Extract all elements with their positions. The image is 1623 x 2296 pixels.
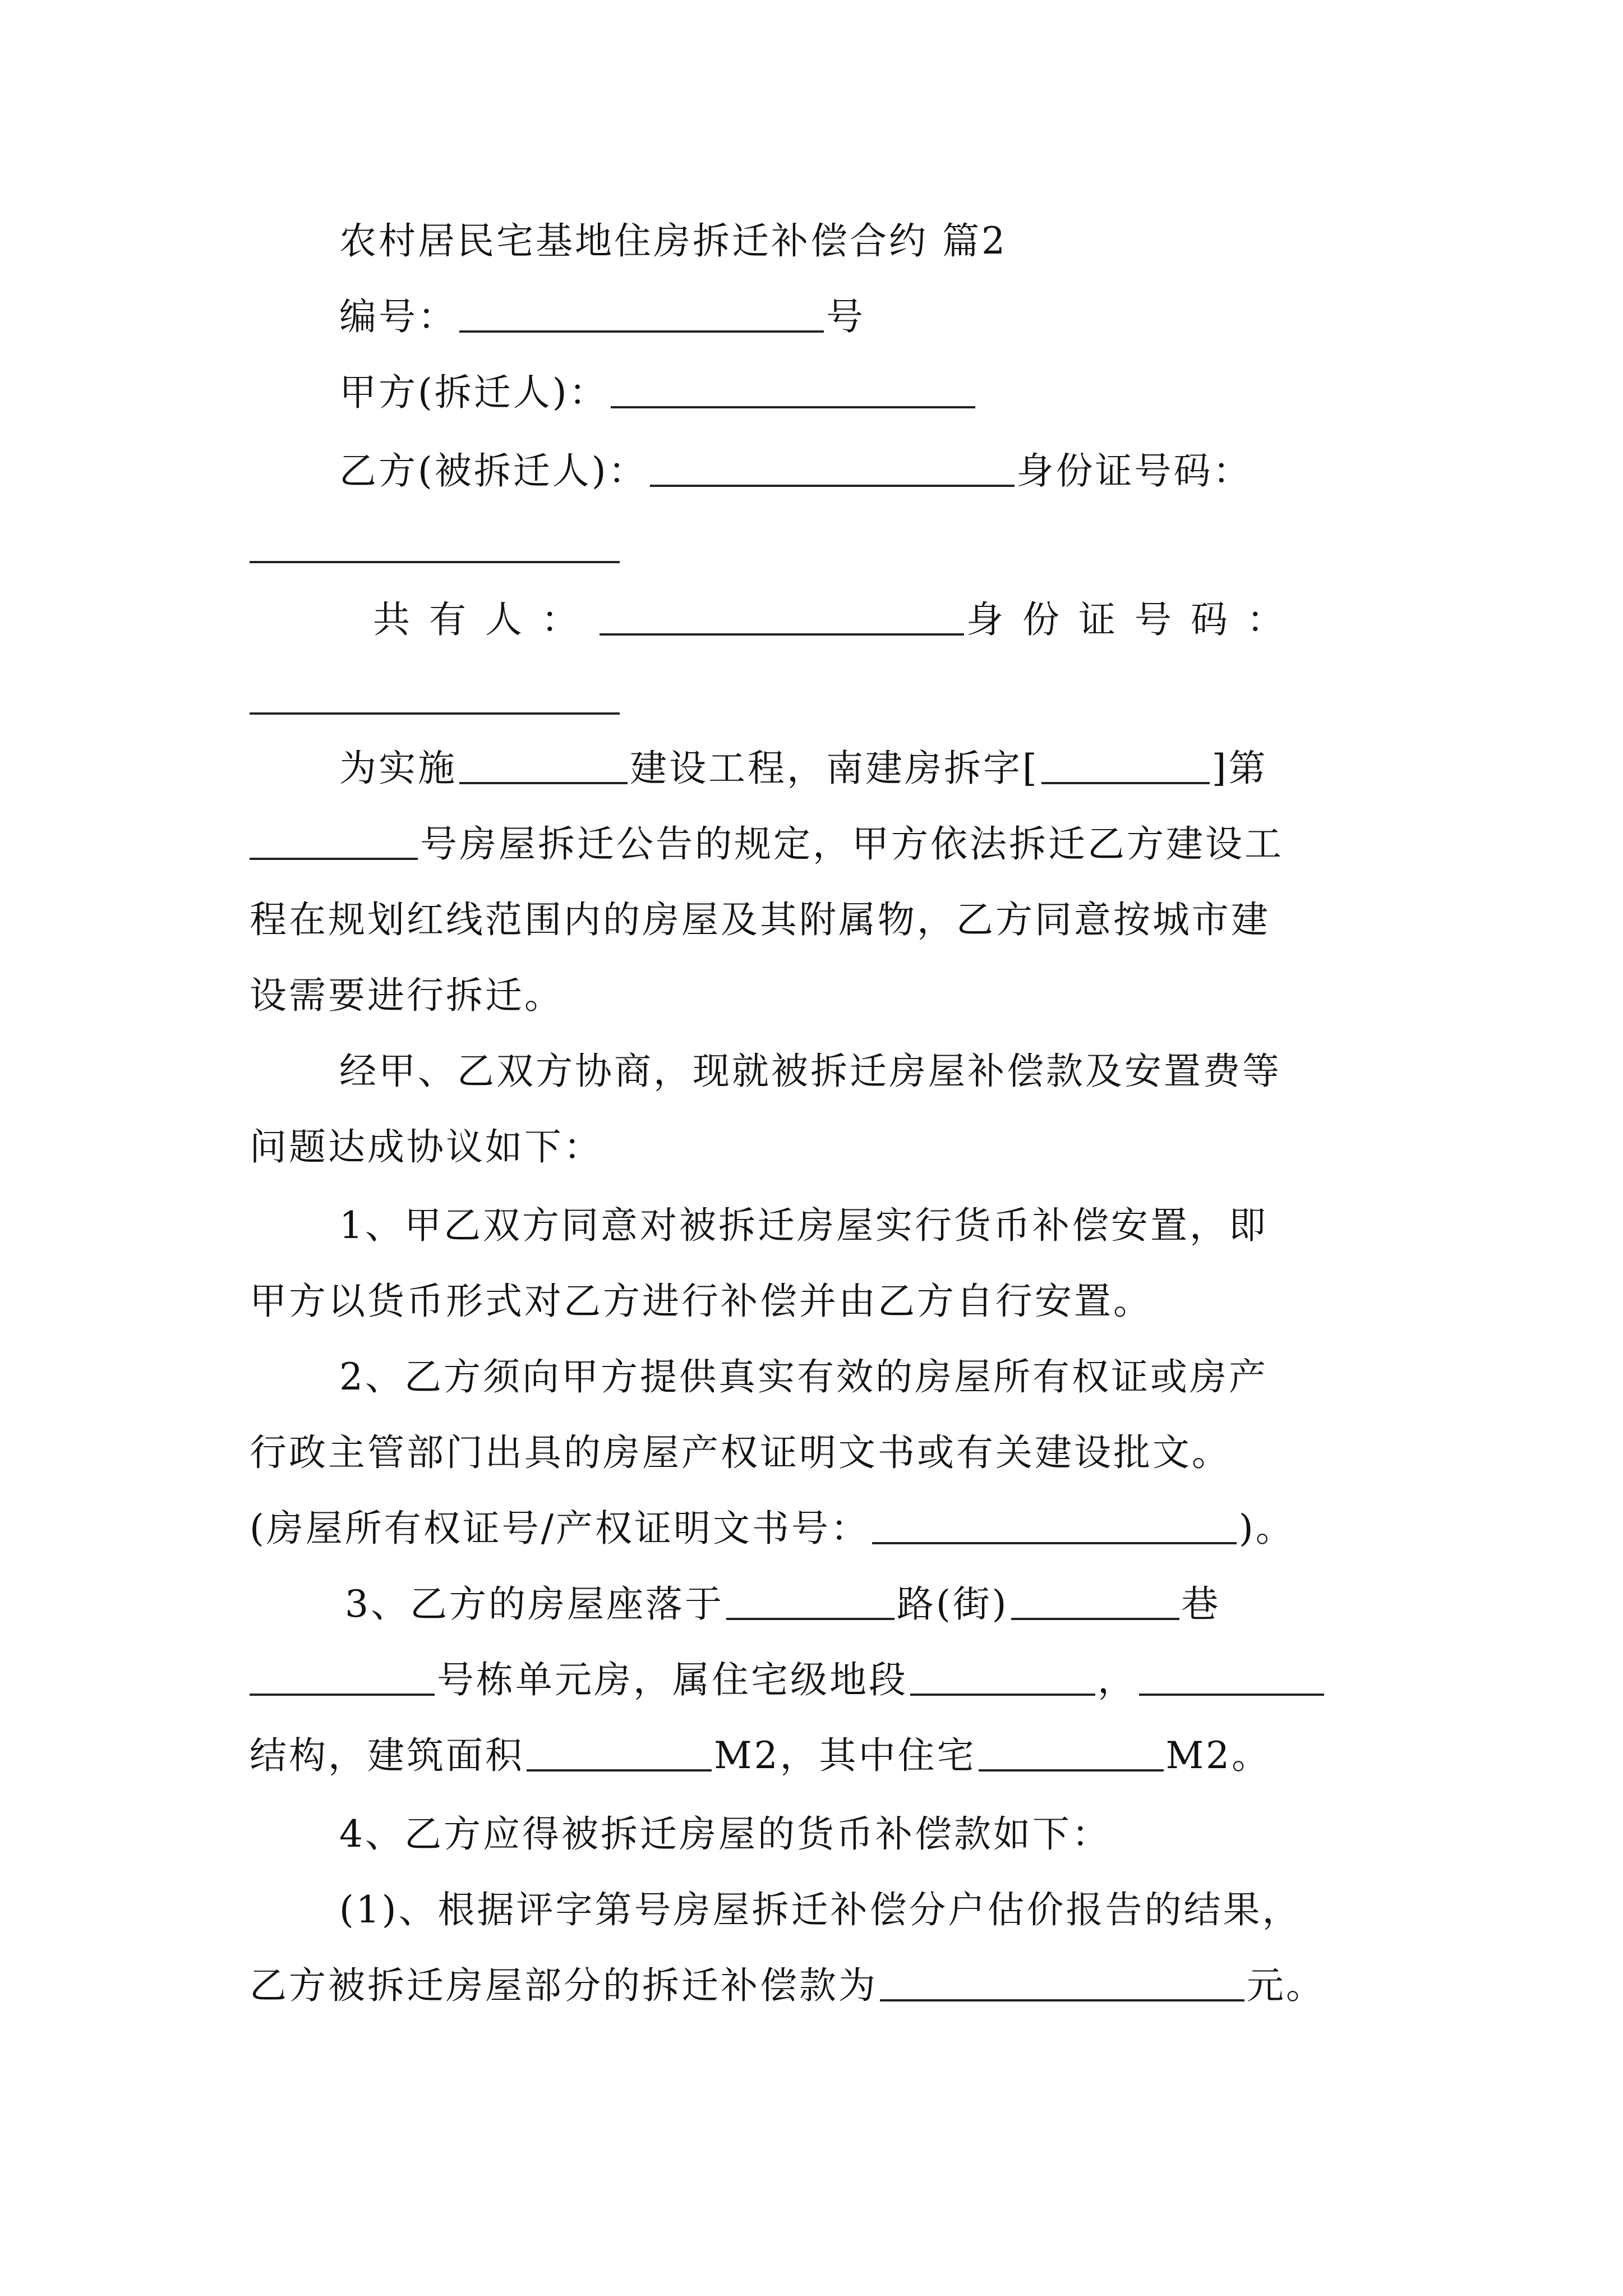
- land-grade-blank[interactable]: [910, 1657, 1095, 1696]
- para2-text-2: 问题达成协议如下：: [250, 1125, 603, 1168]
- compensation-amount-blank[interactable]: [880, 1962, 1244, 2001]
- item3-text-3a: 结构，建筑面积: [250, 1734, 524, 1777]
- para1-line2: [250, 819, 1388, 869]
- item4-sub1-text-2b: 元。: [1247, 1964, 1325, 2007]
- item2-line3: [250, 1503, 1388, 1554]
- item2-line1: [339, 1352, 1388, 1402]
- item1-text-1: 1、甲乙双方同意对被拆迁房屋实行货币补偿安置，即: [339, 1204, 1268, 1247]
- para1-text-2: 号房屋拆迁公告的规定，甲方依法拆迁乙方建设工: [420, 822, 1284, 866]
- party-b-id-label: 身份证号码：: [1016, 449, 1252, 493]
- number-blank[interactable]: [459, 293, 824, 333]
- para1-text-b: 建设工程，南建房拆字[: [630, 747, 1039, 790]
- co-owner-line: [373, 595, 1422, 645]
- building-no-blank[interactable]: [250, 1657, 435, 1696]
- co-owner-label: 共有人：: [373, 598, 597, 641]
- item3-text-2b: ，: [1098, 1658, 1137, 1701]
- party-a-blank[interactable]: [611, 369, 975, 408]
- road-blank[interactable]: [726, 1581, 895, 1620]
- para1-text-4: 设需要进行拆迁。: [250, 974, 564, 1017]
- item3-text-1b: 路(街): [897, 1582, 1009, 1626]
- street-blank[interactable]: [1011, 1581, 1179, 1620]
- item1-text-2: 甲方以货币形式对乙方进行补偿并由乙方自行安置。: [250, 1280, 1152, 1323]
- co-owner-id-label: 身份证号码：: [966, 598, 1303, 641]
- item3-text-2a: 号栋单元房，属住宅级地段: [437, 1658, 908, 1701]
- number-line: [339, 292, 1388, 342]
- party-a-line: [339, 367, 1388, 418]
- residential-area-blank[interactable]: [979, 1732, 1164, 1772]
- co-owner-id-blank[interactable]: [250, 712, 620, 715]
- item3-text-3c: M2。: [1165, 1734, 1271, 1777]
- document-title: [339, 216, 1478, 266]
- para1-line4: [250, 970, 1388, 1021]
- item2-text-2: 行政主管部门出具的房屋产权证明文书或有关建设批文。: [250, 1431, 1231, 1474]
- item4-sub1-line1: [339, 1885, 1388, 1935]
- certificate-no-blank[interactable]: [872, 1505, 1237, 1544]
- item3-line3: [250, 1731, 1388, 1781]
- number-label: 编号：: [339, 295, 457, 338]
- para1-text-3: 程在规划红线范围内的房屋及其附属物，乙方同意按城市建: [250, 898, 1270, 941]
- item3-text-3b: M2，其中住宅: [714, 1734, 976, 1777]
- item1-line1: [339, 1200, 1388, 1251]
- para2-line2: [250, 1122, 1388, 1172]
- para1-text-c: ]第: [1211, 747, 1268, 790]
- title-text: 农村居民宅基地住房拆迁补偿合约 篇2: [339, 219, 1007, 263]
- party-b-blank[interactable]: [650, 448, 1015, 487]
- para1-line3: [250, 895, 1388, 945]
- item2-text-1: 2、乙方须向甲方提供真实有效的房屋所有权证或房产: [339, 1355, 1268, 1398]
- party-a-label: 甲方(拆迁人)：: [339, 371, 608, 414]
- number-suffix: 号: [826, 295, 865, 338]
- para1-text-a: 为实施: [339, 747, 457, 790]
- item3-text-1a: 3、乙方的房屋座落于: [345, 1582, 724, 1626]
- party-b-line: [339, 446, 1388, 496]
- item4-sub1-text-1: (1)、根据评字第号房屋拆迁补偿分户估价报告的结果，: [339, 1888, 1302, 1931]
- item2-text-3a: (房屋所有权证号/产权证明文书号：: [250, 1507, 870, 1550]
- floor-area-blank[interactable]: [527, 1732, 712, 1772]
- item2-line2: [250, 1428, 1388, 1478]
- structure-blank[interactable]: [1139, 1657, 1324, 1696]
- item3-line1: [345, 1579, 1394, 1630]
- item3-line2: [250, 1655, 1388, 1705]
- item4-sub1-line2: [250, 1961, 1388, 2011]
- co-owner-blank[interactable]: [600, 596, 964, 636]
- para2-text-1: 经甲、乙双方协商，现就被拆迁房屋补偿款及安置费等: [339, 1050, 1281, 1093]
- item3-text-1c: 巷: [1181, 1582, 1221, 1626]
- item2-text-3b: )。: [1239, 1507, 1295, 1550]
- party-b-label: 乙方(被拆迁人)：: [339, 449, 648, 493]
- item1-line2: [250, 1276, 1388, 1327]
- project-blank[interactable]: [459, 745, 628, 784]
- para2-line1: [339, 1046, 1388, 1097]
- permit-year-blank[interactable]: [1041, 745, 1210, 784]
- announcement-no-blank[interactable]: [250, 821, 418, 860]
- item4-sub1-text-2a: 乙方被拆迁房屋部分的拆迁补偿款为: [250, 1964, 878, 2007]
- party-b-id-blank[interactable]: [250, 561, 620, 563]
- item4-text-1: 4、乙方应得被拆迁房屋的货币补偿款如下：: [339, 1812, 1111, 1856]
- item4-line1: [339, 1809, 1388, 1860]
- para1-line1: [339, 743, 1388, 794]
